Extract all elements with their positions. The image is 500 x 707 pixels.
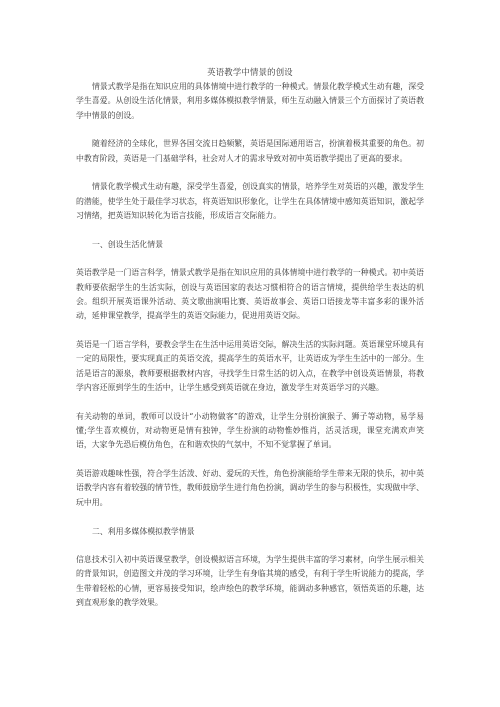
paragraph-intro-2: 随着经济的全球化，世界各国交流日趋频繁，英语是国际通用语言，扮演着极其重要的角色。初中教育阶段，英语是一门基础学科，社会对人才的需求导致对初中英语教学提出了更高的要求。	[76, 139, 424, 163]
document-title: 英语教学中情景的创设	[207, 67, 293, 77]
paragraph-intro-3: 情景化教学模式生动有趣，深受学生喜爱，创设真实的情景，培养学生对英语的兴趣，激发学生的潜能，使学生处于最佳学习状态，将英语知识形象化，让学生在具体情境中感知英语知识，激起学习情绪，把英语知识转化为语言技能，形成语言交际能力。	[76, 182, 424, 221]
section-heading-2: 二、利用多媒体模拟教学情景	[92, 526, 195, 536]
section1-paragraph-4: 英语游戏趣味性强，符合学生活泼、好动、爱玩的天性，角色扮演能给学生带来无限的快乐，初中英语教学内容有着较强的情节性，教师鼓励学生进行角色扮演，调动学生的参与积极性，实现做中学、玩中用。	[76, 469, 424, 507]
paragraph-intro-1: 情景式教学是指在知识应用的具体情境中进行教学的一种模式。情景化教学模式生动有趣，深受学生喜爱。从创设生活化情景，利用多媒体模拟教学情景，师生互动融入情景三个方面探讨了英语教学中情景的创设。	[76, 82, 424, 120]
section2-paragraph-1: 信息技术引入初中英语课堂教学，创设模拟语言环境，为学生提供丰富的学习素材，向学生展示相关的背景知识，创造图文并茂的学习环境，让学生有身临其境的感受，有利于学生听说能力的提高，学生带着轻松的心情，更容易接受知识，绘声绘色的教学环境，能调动多种感官，领悟英语的乐趣，达到直观形象的教学效果。	[76, 555, 424, 607]
section1-paragraph-2: 英语是一门语言学科，要教会学生在生活中运用英语交际，解决生活的实际问题。英语课堂环境具有一定的局限性，要实现真正的英语交流，提高学生的英语水平，让英语成为学生生活中的一部分。生活是语言的源泉，教师要根据教材内容，寻找学生日常生活的切入点，在教学中创设英语情景，将教学内容还原到学生的生活中，让学生感受到英语就在身边，激发学生对英语学习的兴趣。	[76, 340, 424, 392]
section-heading-1: 一、创设生活化情景	[92, 239, 164, 249]
section1-paragraph-3: 有关动物的单词，教师可以设计“小动物做客”的游戏，让学生分别扮演猴子、狮子等动物，易学易懂;学生喜欢模仿，对动物更是情有独钟，学生扮演的动物惟妙惟肖，活灵活现，课堂充满欢声笑语，大家争先恐后模仿角色，在和谐欢快的气氛中，不知不觉掌握了单词。	[76, 411, 424, 450]
section1-paragraph-1: 英语教学是一门语言科学，情景式教学是指在知识应用的具体情境中进行教学的一种模式。初中英语教师要依据学生的生活实际，创设与英语国家的表达习惯相符合的语言情境，提供给学生表达的机会。组织开展英语课外活动、英文歌曲演唱比赛、英语故事会、英语口语接龙等丰富多彩的课外活动，延伸课堂教学，提高学生的英语交际能力，促进用英语交际。	[76, 268, 424, 321]
